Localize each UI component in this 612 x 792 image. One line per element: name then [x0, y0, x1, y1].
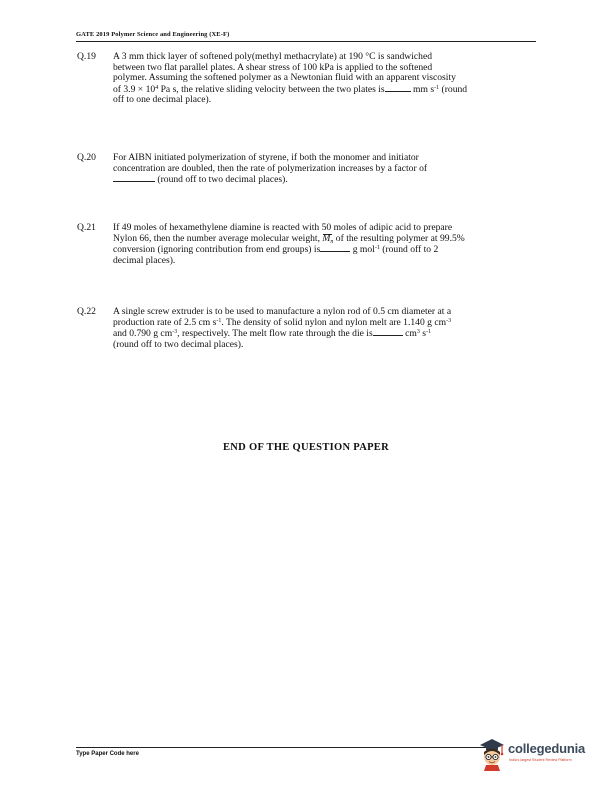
question-line: polymer. Assuming the softened polymer as a Newtonian fluid with an apparent viscosity: [113, 72, 456, 84]
answer-blank[interactable]: [320, 244, 350, 252]
question-line: between two flat parallel plates. A shear stress of 100 kPa is applied to the softened: [113, 61, 433, 73]
text-segment: and 0.790 g cm: [113, 328, 173, 340]
superscript: -1: [425, 329, 431, 336]
text-segment: Pa s, the relative sliding velocity between the two plates is: [158, 83, 385, 95]
text-segment: cm: [402, 328, 417, 340]
question-line: concentration are doubled, then the rate of polymerization increases by a factor of: [113, 162, 428, 174]
text-segment: g mol: [350, 244, 375, 256]
superscript: -1: [434, 84, 440, 91]
question-line: (round off to two decimal places).: [113, 338, 244, 350]
question-number: Q.20: [77, 152, 96, 163]
question-number: Q.21: [77, 222, 96, 233]
graduate-mascot-icon: [478, 737, 506, 771]
superscript: 4: [155, 84, 159, 91]
text-segment: (round off to two decimal places).: [155, 174, 288, 186]
header-title: GATE 2019 Polymer Science and Engineering (XE-F): [76, 31, 230, 38]
superscript: -1: [216, 317, 222, 324]
superscript: -3: [446, 317, 452, 324]
text-segment: M: [322, 232, 331, 244]
superscript: -3: [172, 329, 178, 336]
question-body: [113, 223, 537, 266]
question-20: [77, 153, 537, 186]
answer-blank[interactable]: [373, 328, 403, 336]
question-line: A single screw extruder is to be used to manufacture a nylon rod of 0.5 cm diameter at a: [113, 306, 452, 317]
question-line: [113, 318, 537, 329]
text-segment: of the resulting polymer at 99.5%: [333, 232, 465, 244]
question-line: [113, 174, 537, 186]
molecular-weight-symbol: [322, 234, 333, 245]
question-number: Q.22: [77, 306, 96, 317]
question-line: If 49 moles of hexamethylene diamine is reacted with 50 moles of adipic acid to prepare: [113, 222, 453, 233]
question-line: For AIBN initiated polymerization of styrene, if both the monomer and initiator: [113, 152, 419, 163]
paper-code-text: Type Paper Code here: [76, 751, 139, 757]
question-body: [113, 307, 537, 350]
question-22: [77, 307, 537, 350]
question-line: off to one decimal place).: [113, 94, 212, 106]
question-19: [77, 52, 537, 106]
question-line: decimal places).: [113, 254, 176, 266]
footer-divider: [76, 747, 494, 748]
answer-blank[interactable]: [113, 174, 155, 182]
end-of-paper-heading: END OF THE QUESTION PAPER: [223, 442, 389, 453]
collegedunia-logo[interactable]: [478, 737, 600, 773]
question-line: [113, 244, 537, 256]
text-segment: production rate of 2.5 cm s: [113, 316, 217, 328]
question-line: A 3 mm thick layer of softened poly(methyl methacrylate) at 190 °C is sandwiched: [113, 51, 433, 62]
text-segment: , respectively. The melt flow rate through the die is: [177, 328, 373, 340]
question-21: [77, 223, 537, 266]
text-segment: of 3.9 × 10: [113, 83, 156, 95]
text-segment: conversion (ignoring contribution from end groups) is: [113, 244, 321, 256]
text-segment: . The density of solid nylon and nylon melt are 1.140 g cm: [221, 316, 447, 328]
question-body: [113, 153, 537, 186]
text-segment: mm s: [410, 83, 435, 95]
question-line: [113, 234, 537, 245]
answer-blank[interactable]: [385, 84, 411, 92]
superscript: 3: [416, 329, 420, 336]
logo-tagline: India's largest Student Review Platform: [509, 758, 572, 762]
superscript: -1: [374, 245, 380, 252]
text-segment: (round off to 2: [379, 244, 439, 256]
text-segment: Nylon 66, then the number average molecular weight,: [113, 232, 323, 244]
text-segment: s: [419, 328, 426, 340]
header-divider: [76, 41, 536, 42]
subscript: n: [330, 238, 334, 245]
question-body: [113, 52, 537, 106]
text-segment: (round: [439, 83, 468, 95]
question-number: Q.19: [77, 51, 96, 62]
logo-wordmark: collegedunia: [508, 741, 586, 756]
